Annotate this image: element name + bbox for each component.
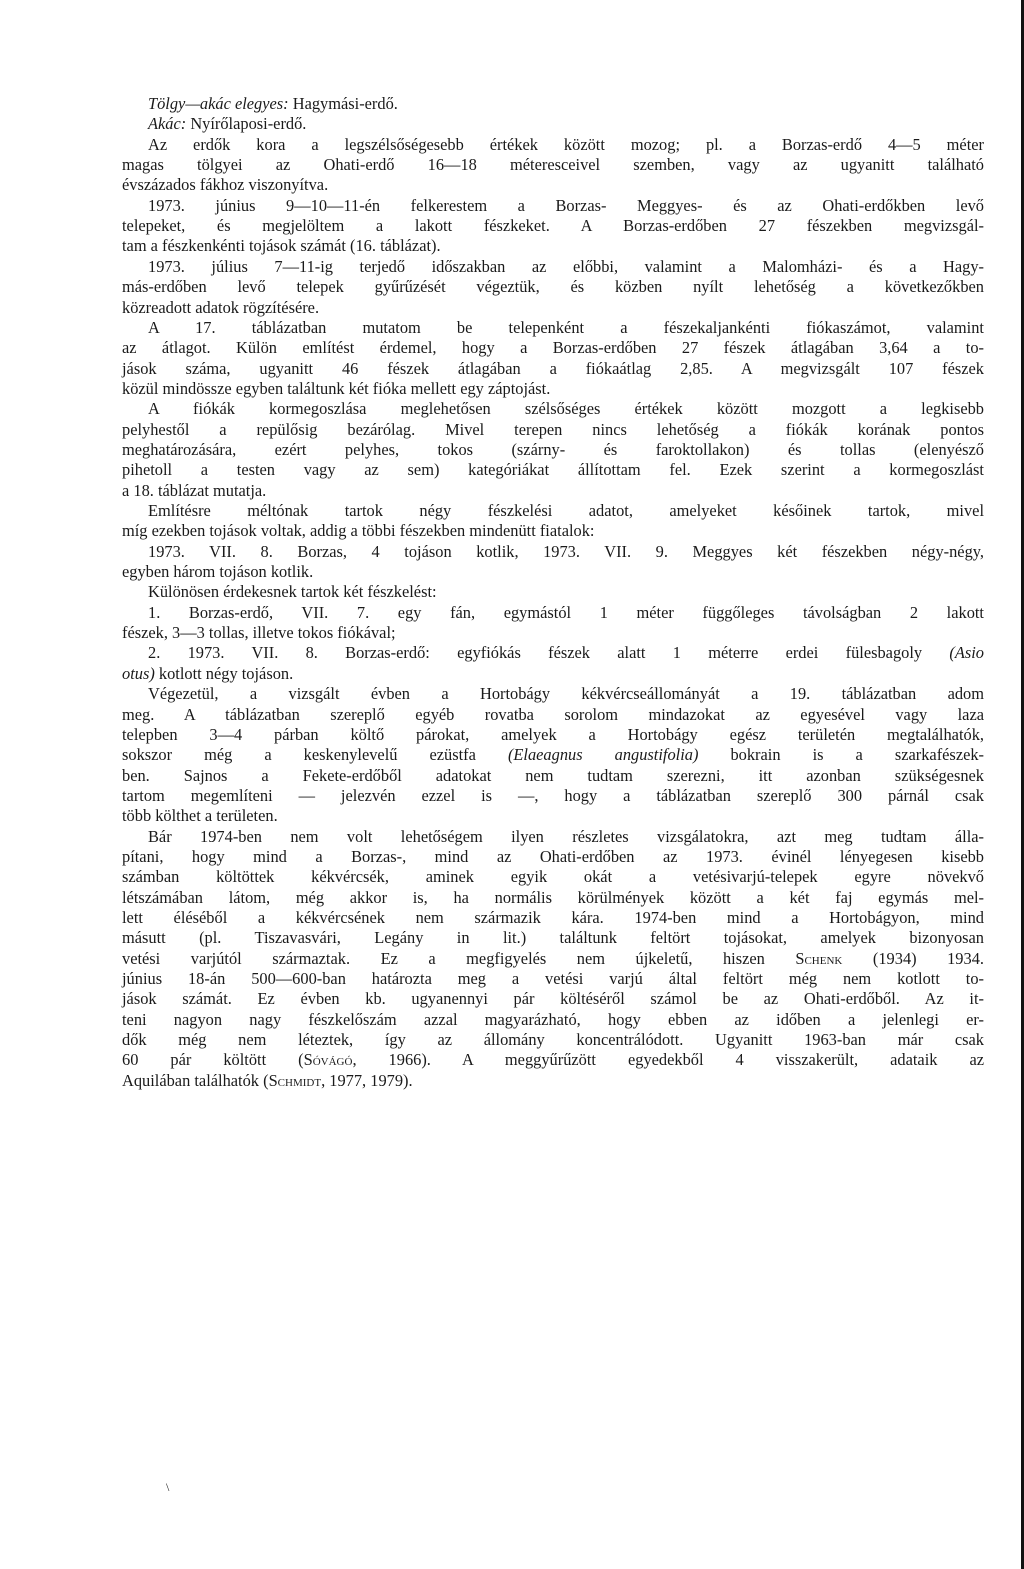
italic-text: (Elaeagnus angustifolia) <box>507 745 699 765</box>
text-run: Aquilában találhatók ( <box>122 1070 269 1090</box>
text-run: pítani, hogy mind a Borzas-, mind az Ohati-erdőben az 1973. évinél lényegesen kisebb <box>122 846 984 866</box>
text-run: sokszor még a keskenylevelű ezüstfa <box>122 745 508 765</box>
text-run: Bár 1974-ben nem volt lehetőségem ilyen részletes vizsgálatokra, azt meg tudtam álla- <box>148 826 984 846</box>
italic-text: otus) <box>122 663 155 683</box>
text-run: számban költöttek kékvércsék, aminek egyik okát a vetésivarjú-telepek egyre növekvő <box>122 867 984 887</box>
text-line <box>122 623 984 643</box>
text-run: meghatározására, ezért pelyhes, tokos (szárny- és faroktollakon) és tollas (elenyésző <box>122 439 984 459</box>
text-line <box>148 135 984 155</box>
text-line <box>122 705 984 725</box>
text-run: (1934) 1934. <box>842 948 984 968</box>
text-run: pelyhestől a repülősig bezárólag. Mivel terepen nincs lehetőség a fiókák korának pontos <box>122 419 984 439</box>
text-run: tam a fészkenkénti tojások számát (16. táblázat). <box>122 236 441 256</box>
text-line <box>122 521 984 541</box>
text-run: , 1977, 1979). <box>321 1070 413 1090</box>
text-run: Különösen érdekesnek tartok két fészkelést: <box>148 582 437 602</box>
text-line <box>122 664 984 684</box>
text-run: pihetoll a testen vagy az sem) kategóriákat állítottam fel. Ezek szerint a kormegoszlást <box>122 460 984 480</box>
italic-text: Akác: <box>148 114 187 134</box>
text-line <box>122 1010 984 1030</box>
text-line <box>122 908 984 928</box>
text-line <box>122 928 984 948</box>
text-run: kotlott négy tojáson. <box>154 663 294 683</box>
text-line <box>122 1050 984 1070</box>
text-line <box>122 867 984 887</box>
text-run: jások száma, ugyanitt 46 fészek átlagában a fiókaátlag 2,85. A megvizsgált 107 fészek <box>122 358 984 378</box>
text-run: közreadott adatok rögzítésére. <box>122 297 320 317</box>
text-line <box>122 562 984 582</box>
text-run: magas tölgyei az Ohati-erdő 16—18 méteresceivel szemben, vagy az ugyanitt található <box>122 155 984 175</box>
text-line <box>122 216 984 236</box>
text-run: fészek, 3—3 tollas, illetve tokos fiókával; <box>122 623 396 643</box>
text-run: míg ezekben tojások voltak, addig a többi fészekben mindenütt fiatalok: <box>122 521 595 541</box>
text-line <box>148 94 984 114</box>
text-run: jások számát. Ez évben kb. ugyanennyi pár költéséről számol be az Ohati-erdőből. Az it- <box>122 989 984 1009</box>
text-line <box>122 359 984 379</box>
text-line <box>148 603 984 623</box>
text-run: lett éléséből a kékvércsének nem származik kára. 1974-ben mind a Hortobágyon, mind <box>122 908 984 927</box>
text-line <box>122 806 984 826</box>
text-line <box>148 399 984 419</box>
text-line <box>148 257 984 277</box>
text-run: bokrain is a szarkafészek- <box>698 745 985 765</box>
text-run: a 18. táblázat mutatja. <box>122 480 267 500</box>
text-run: Nyírőlaposi-erdő. <box>186 114 307 134</box>
text-run: évszázados fákhoz viszonyítva. <box>122 175 329 195</box>
text-line <box>122 888 984 908</box>
text-line <box>148 643 984 663</box>
text-line <box>148 542 984 562</box>
text-line <box>122 155 984 175</box>
text-line <box>148 501 984 521</box>
text-line <box>122 298 984 318</box>
small-caps-text: Schmidt <box>268 1070 322 1090</box>
text-run: Hagymási-erdő. <box>288 94 398 113</box>
text-line <box>148 196 984 216</box>
text-run: Végezetül, a vizsgált évben a Hortobágy kékvércseállományát a 19. táblázatban adom <box>148 684 984 704</box>
text-line <box>122 847 984 867</box>
text-line <box>148 114 984 134</box>
text-line <box>122 379 984 399</box>
stray-mark: \ <box>166 1480 170 1494</box>
text-line <box>122 175 984 195</box>
text-line <box>122 969 984 989</box>
text-run: 60 pár költött ( <box>122 1050 304 1070</box>
text-run: tartom megemlíteni — jelezvén ezzel is —, hogy a táblázatban szereplő 300 párnál csak <box>122 785 984 805</box>
text-line <box>122 786 984 806</box>
text-run: 2. 1973. VII. 8. Borzas-erdő: egyfiókás fészek alatt 1 méterre erdei fülesbagoly <box>148 643 950 663</box>
text-line <box>148 318 984 338</box>
text-line <box>122 338 984 358</box>
text-line <box>122 420 984 440</box>
text-line <box>122 1030 984 1050</box>
text-line <box>122 277 984 297</box>
text-run: 1973. június 9—10—11-én felkerestem a Borzas- Meggyes- és az Ohati-erdőkben levő <box>148 195 984 215</box>
text-run: 1973. VII. 8. Borzas, 4 tojáson kotlik, 1973. VII. 9. Meggyes két fészekben négy-négy, <box>148 541 984 561</box>
italic-text: Tölgy—akác elegyes: <box>148 94 289 113</box>
text-line <box>122 1071 984 1091</box>
text-run: A 17. táblázatban mutatom be telepenként a fészekaljankénti fiókaszámot, valamint <box>148 317 984 337</box>
text-run: A fiókák kormegoszlása meglehetősen szélsőséges értékek között mozgott a legkisebb <box>148 399 984 419</box>
text-run: közül mindössze egyben találtunk két fióka mellett egy záptojást. <box>122 378 551 398</box>
text-line <box>122 949 984 969</box>
text-line <box>122 460 984 480</box>
text-run: telepben 3—4 párban költő párokat, amelyek a Hortobágy egész területén megtalálhatók, <box>122 724 984 744</box>
text-line <box>148 684 984 704</box>
text-run: több költhet a területen. <box>122 806 278 826</box>
text-run: teni nagyon nagy fészkelőszám azzal magyarázható, hogy ebben az időben a jelenlegi er- <box>122 1009 984 1029</box>
text-run: az átlagot. Külön említést érdemel, hogy a Borzas-erdőben 27 fészek átlagában 3,64 a to- <box>122 338 984 358</box>
text-run: egyben három tojáson kotlik. <box>122 562 314 582</box>
text-run: létszámában látom, még akkor is, ha normális körülmények között a két faj egymás mel- <box>122 887 984 907</box>
text-run: 1973. július 7—11-ig terjedő időszakban az előbbi, valamint a Malomházi- és a Hagy- <box>148 256 984 276</box>
text-line <box>148 827 984 847</box>
text-run: Említésre méltónak tartok négy fészkelési adatot, amelyeket későinek tartok, mivel <box>148 501 984 520</box>
text-line <box>148 582 984 602</box>
text-run: meg. A táblázatban szereplő egyéb rovatba sorolom mindazokat az egyesével vagy laza <box>122 704 984 724</box>
text-run: dők még nem léteztek, így az állomány koncentrálódott. Ugyanitt 1963-ban már csak <box>122 1030 984 1050</box>
text-run: vetési varjútól származtak. Ez a megfigyelés nem újkeletű, hiszen <box>122 948 796 968</box>
text-run: ben. Sajnos a Fekete-erdőből adatokat nem tudtam szerezni, itt azonban szükségesnek <box>122 765 984 785</box>
text-run: , 1966). A meggyűrűzött egyedekből 4 visszakerült, adataik az <box>352 1050 984 1070</box>
text-line <box>122 481 984 501</box>
text-line <box>122 745 984 765</box>
text-line <box>122 440 984 460</box>
text-run: másutt (pl. Tiszavasvári, Legány in lit.) találtunk feltört tojásokat, amelyek bizonyosan <box>122 928 984 948</box>
text-line <box>122 989 984 1009</box>
italic-text: (Asio <box>949 643 984 663</box>
small-caps-text: Sóvágó <box>303 1050 353 1070</box>
text-run: Az erdők kora a legszélsőségesebb értékek között mozog; pl. a Borzas-erdő 4—5 méter <box>148 134 984 154</box>
text-run: telepeket, és megjelöltem a lakott fészkeket. A Borzas-erdőben 27 fészekben megvizsgál- <box>122 216 984 236</box>
text-line <box>122 236 984 256</box>
text-run: június 18-án 500—600-ban határozta meg a vetési varjú által feltört még nem kotlott to- <box>122 969 984 989</box>
text-run: 1. Borzas-erdő, VII. 7. egy fán, egymástól 1 méter függőleges távolságban 2 lakott <box>148 602 984 622</box>
small-caps-text: Schenk <box>795 948 843 968</box>
text-line <box>122 766 984 786</box>
text-line <box>122 725 984 745</box>
text-run: más-erdőben levő telepek gyűrűzését végeztük, és közben nyílt lehetőség a következőkben <box>122 277 984 297</box>
